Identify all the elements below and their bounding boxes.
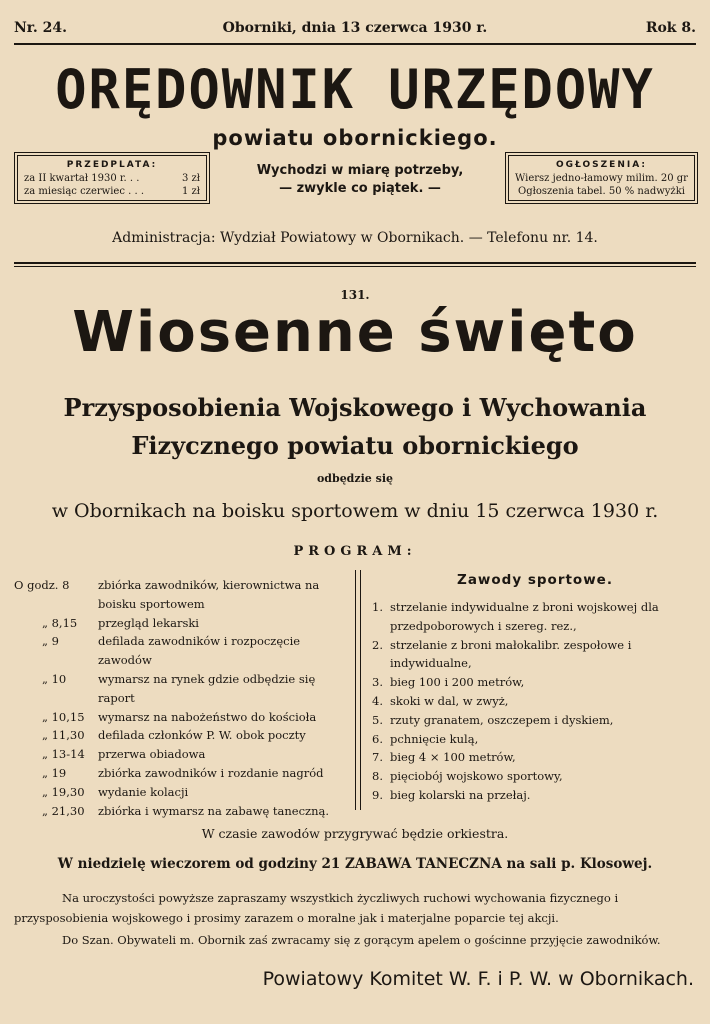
notice-number: 131. [340,288,370,302]
sports-item [372,711,700,730]
sports-text: bieg 4 × 100 metrów, [390,750,516,765]
sports-item [372,786,700,805]
schedule-time: „ 9 [42,634,59,649]
subscription-value-2: 1 zł [181,186,200,197]
schedule-text: zbiórka i wymarsz na zabawę taneczną. [98,803,330,818]
schedule-text: przerwa obiadowa [98,747,206,762]
dateline: Oborniki, dnia 13 czerwca 1930 r. [222,20,488,36]
sports-number: 3. [372,675,383,690]
sports-item [372,748,700,767]
schedule-item [14,802,349,821]
subscription-value-1: 3 zł [181,173,200,184]
sports-number: 2. [372,637,383,652]
publication-frequency [220,162,500,198]
masthead-top-line [14,20,696,42]
sports-text: pchnięcie kulą, [390,731,479,746]
column-divider [355,570,361,810]
subscription-box [14,152,210,204]
schedule-time: „ 19,30 [42,784,85,799]
top-rule [14,43,696,45]
invitation-paragraph: Na uroczystości powyższe zapraszamy wszystkich życzliwych ruchowi wychowania fizycznego i przysposobienia wojskowego i prosimy zarazem o moralne jak i materjalne poparcie tej akcji. [14,891,619,925]
schedule-item [14,764,349,783]
schedule-text: przegląd lekarski [98,615,199,630]
sports-text: rzuty granatem, oszczepem i dyskiem, [390,712,614,727]
sports-list [372,598,700,805]
schedule-item [14,576,349,614]
sports-text: strzelanie z broni małokalibr. zespołowe i indywidualne, [390,637,632,671]
ads-line-2: Ogłoszenia tabel. 50 % nadwyżki [518,186,685,197]
issue-number: Nr. 24. [14,20,67,36]
subscription-heading: PRZEDPLATA: [66,160,158,170]
dance-announcement: W niedzielę wieczorem od godziny 21 ZABAWA TANECZNA na sali p. Klosowej. [57,856,653,872]
sports-number: 7. [372,750,383,765]
schedule-item [14,745,349,764]
frequency-line-1: Wychodzi w miarę potrzeby, [256,163,464,178]
schedule-item [14,708,349,727]
volume-year: Rok 8. [645,20,696,36]
schedule-text: wymarsz na rynek gdzie odbędzie się raport [98,671,316,705]
schedule-text: defilada zawodników i rozpoczęcie zawodów [98,634,301,668]
notice-location-date: w Obornikach na boisku sportowem w dniu 15 czerwca 1930 r. [51,500,659,522]
schedule-time: „ 8,15 [42,615,78,630]
ads-heading: OGŁOSZENIA: [556,160,647,170]
notice-will-take-place: odbędzie się [316,472,394,485]
notice-line-2: Fizycznego powiatu obornickiego [131,431,579,460]
sports-item [372,692,700,711]
schedule-text: wymarsz na nabożeństwo do kościoła [98,709,317,724]
sports-text: pięciobój wojskowo sportowy, [390,769,563,784]
schedule-time: „ 10 [42,671,67,686]
sports-number: 5. [372,712,383,727]
sports-item [372,673,700,692]
sports-text: bieg kolarski na przełaj. [390,787,531,802]
sports-item [372,767,700,786]
appeal-paragraph: Do Szan. Obywateli m. Obornik zaś zwracamy się z gorącym apelem o gościnne przyjęcie zawodników. [62,933,661,947]
sports-number: 4. [372,693,383,708]
sports-item [372,598,700,636]
schedule-text: zbiórka zawodników i rozdanie nagród [98,765,324,780]
schedule-item [14,783,349,802]
ads-box [505,152,698,204]
schedule-time: „ 21,30 [42,803,85,818]
administration-line: Administracja: Wydział Powiatowy w Obornikach. — Telefonu nr. 14. [112,230,598,246]
sports-number: 8. [372,769,383,784]
schedule-time: „ 11,30 [42,728,85,743]
sports-number: 6. [372,731,383,746]
schedule-item [14,670,349,708]
sports-heading: Zawody sportowe. [457,572,613,588]
subscription-label-1: za II kwartał 1930 r. . . [24,173,140,184]
program-heading: PROGRAM: [293,544,417,559]
notice-line-1: Przysposobienia Wojskowego i Wychowania [63,393,647,422]
schedule-list [14,576,349,820]
orchestra-note: W czasie zawodów przygrywać będzie orkiestra. [201,826,509,841]
ads-line-1: Wiersz jedno-łamowy milim. 20 gr [515,173,688,184]
subscription-label-2: za miesiąc czerwiec . . . [24,186,144,197]
sports-number: 1. [372,600,383,614]
sports-text: strzelanie indywidualne z broni wojskowej dla przedpoborowych i szereg. rez., [390,600,659,633]
frequency-line-2: — zwykle co piątek. — [279,181,441,196]
schedule-time: „ 10,15 [42,709,85,724]
schedule-text: wydanie kolacji [98,784,189,799]
notice-headline: Wiosenne święto [72,300,638,365]
schedule-item [14,614,349,633]
sports-text: bieg 100 i 200 metrów, [390,675,525,690]
committee-signature: Powiatowy Komitet W. F. i P. W. w Obornikach. [262,968,694,990]
schedule-item [14,632,349,670]
schedule-time: „ 13-14 [42,747,85,762]
schedule-text: defilada członków P. W. obok poczty [98,728,306,743]
sports-item [372,730,700,749]
newspaper-title: ORĘDOWNIK URZĘDOWY [55,58,655,122]
schedule-time: „ 19 [42,765,67,780]
masthead-rule-thin [14,266,696,267]
schedule-text: zbiórka zawodników, kierownictwa na boisku sportowem [98,578,320,611]
schedule-item [14,726,349,745]
masthead-rule [14,262,696,264]
newspaper-subtitle: powiatu obornickiego. [212,126,498,150]
sports-text: skoki w dal, w zwyż, [390,693,509,708]
sports-item [372,636,700,674]
sports-number: 9. [372,787,383,802]
schedule-time: O godz. 8 [14,578,70,592]
